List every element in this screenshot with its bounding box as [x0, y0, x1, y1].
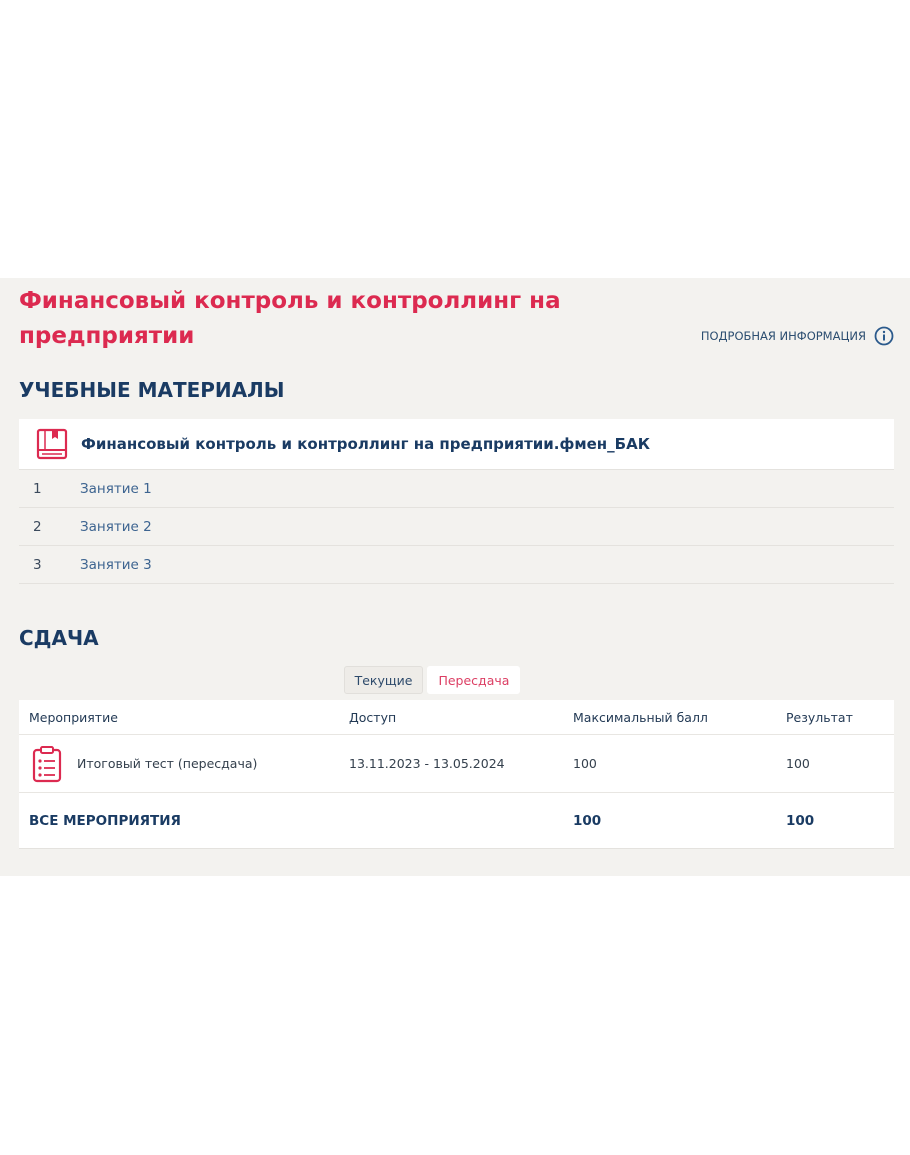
- info-icon: [874, 326, 894, 346]
- column-header-max-score: Максимальный балл: [573, 709, 708, 725]
- total-max-score: 100: [573, 812, 602, 829]
- lesson-link[interactable]: Занятие 2: [80, 518, 152, 535]
- materials-card[interactable]: [19, 419, 894, 470]
- clipboard-icon: [30, 745, 64, 783]
- column-header-access: Доступ: [349, 709, 397, 725]
- lesson-list: [19, 470, 894, 584]
- details-link[interactable]: [701, 325, 894, 347]
- tab-retake[interactable]: Пересдача: [427, 666, 520, 694]
- course-page: [0, 278, 910, 876]
- lesson-number: 3: [33, 556, 42, 573]
- lesson-number: 1: [33, 480, 42, 497]
- details-link-label: ПОДРОБНАЯ ИНФОРМАЦИЯ: [700, 329, 866, 343]
- materials-card-title: Финансовый контроль и контроллинг на предприятии.фмен_БАК: [81, 435, 650, 453]
- list-item: [19, 470, 894, 508]
- submission-tabs: [0, 666, 910, 696]
- result-cell: 100: [786, 756, 810, 771]
- list-item: [19, 508, 894, 546]
- total-label: ВСЕ МЕРОПРИЯТИЯ: [29, 812, 181, 829]
- event-cell: [19, 745, 349, 783]
- access-cell: 13.11.2023 - 13.05.2024: [349, 756, 505, 771]
- column-header-result: Результат: [786, 709, 853, 725]
- max-score-cell: 100: [573, 756, 597, 771]
- lesson-number: 2: [33, 518, 42, 535]
- submission-section-title: СДАЧА: [19, 626, 99, 650]
- lesson-link[interactable]: Занятие 1: [80, 480, 152, 497]
- materials-section-title: УЧЕБНЫЕ МАТЕРИАЛЫ: [19, 378, 285, 402]
- column-header-event: Мероприятие: [29, 709, 118, 725]
- table-total-row: [19, 793, 894, 849]
- table-row[interactable]: [19, 735, 894, 793]
- course-title: Финансовый контроль и контроллинг на предприятии: [19, 288, 561, 349]
- table-header: [19, 700, 894, 735]
- list-item: [19, 546, 894, 584]
- total-result: 100: [786, 812, 815, 829]
- events-table: [19, 700, 894, 849]
- event-name[interactable]: Итоговый тест (пересдача): [77, 756, 258, 771]
- lesson-link[interactable]: Занятие 3: [80, 556, 152, 573]
- tab-current[interactable]: Текущие: [344, 666, 424, 694]
- book-icon: [35, 427, 69, 461]
